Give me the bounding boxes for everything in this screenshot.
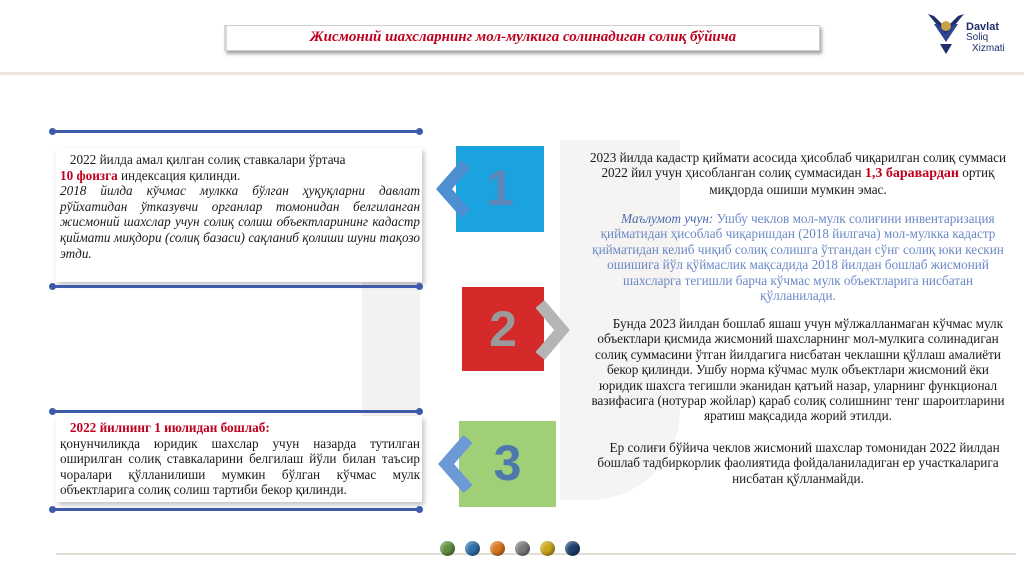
page-title: Жисмоний шахсларнинг мол-мулкига солинадиган солиқ бўйича	[309, 29, 737, 45]
number-3: 3	[493, 435, 522, 491]
footer-dot-navy	[565, 541, 580, 556]
right-p4-text: Ер солиғи бўйича чеклов жисмоний шахслар томонидан 2022 йилдан бошлаб тадбиркорлик фаолиятида фойдаланиладиган ер участкаларига нисбатан қўлланмайди.	[597, 440, 1000, 486]
footer-dot-yellow	[540, 541, 555, 556]
panel1-highlight: 10 фоизга	[60, 167, 118, 183]
panel1-bottom-rule	[52, 285, 420, 288]
logo-text-line1: Davlat	[966, 21, 1000, 33]
right-p3-text: Бунда 2023 йилдан бошлаб яшаш учун мўлжалланмаган кўчмас мулк объектлари қисмида жисмоний шахсларнинг мол-мулкига солинадиган солиқ суммасини ўтган йилдагига нисбатан чеклашни қўллаш амалиёти бекор қилинди. Ушбу норма кўчмас мулк объектлари жисмоний ёки юридик шахсга тегишли эканидан қатъий назар, уларнинг функционал вазифасига (нотурар жойлар) қараб солиқ солишнинг тенг шароитларини яратиш мақсадида жорий этилди.	[591, 316, 1005, 424]
panel1-italic-text: 2018 йилда кўчмас мулкка бўлган ҳуқуқларни давлат рўйхатидан ўтказувчи органлар томонидан белгиланган жисмоний шахслар учун солиқ солиш объектларининг кадастр қиймати миқдори (солиқ базаси) сақланиб қолиши шуни тақозо этди.	[60, 183, 420, 261]
panel3-bottom-rule	[52, 508, 420, 511]
panel1-top-rule	[52, 130, 420, 133]
right-p1-text: 2023 йилда кадастр қиймати асосида ҳисоблаб чиқарилган солиқ суммаси 2022 йил учун ҳисобланган солиқ суммасидан	[589, 150, 1007, 181]
footer-dot-green	[440, 541, 455, 556]
number-box-2	[462, 287, 544, 371]
logo	[924, 6, 1024, 66]
chevron-left-icon	[436, 435, 472, 493]
panel1-text	[60, 152, 420, 261]
right-paragraph-2	[586, 211, 1010, 303]
footer-dot-gray	[515, 541, 530, 556]
right-p1-highlight: 1,3 баравардан	[864, 166, 959, 182]
logo-text-line2: Soliq	[966, 32, 989, 43]
right-p1-tail: ортиқ миқдорда ошиши мумкин эмас.	[709, 165, 995, 197]
number-1: 1	[486, 160, 514, 216]
panel1	[56, 148, 422, 282]
footer-dots	[440, 541, 590, 557]
panel3	[56, 416, 422, 502]
footer-dot-blue	[465, 541, 480, 556]
footer-dot-orange	[490, 541, 505, 556]
chevron-right-icon	[536, 300, 572, 360]
panel1-line2: индексация қилинди.	[117, 167, 241, 183]
number-2: 2	[489, 301, 517, 357]
panel3-body: қонунчиликда юридик шахслар учун назарда тутилган оширилган солиқ ставкаларини белгилаш йўли билан таъсир чоралари қўлланилиши мумкин бўлган кўчмас мулк объектларига солиқ солиш тартиби бекор қилинди.	[60, 435, 420, 498]
panel3-top-rule	[52, 410, 420, 413]
chevron-left-icon	[434, 160, 470, 218]
right-p2-label: Маълумот учун:	[621, 211, 714, 226]
right-paragraph-1	[586, 150, 1010, 197]
right-paragraph-3	[586, 316, 1010, 424]
panel3-heading: 2022 йилнинг 1 июлидан бошлаб:	[69, 420, 270, 435]
header-divider	[0, 72, 1024, 75]
title-box	[224, 25, 820, 51]
right-paragraph-4	[586, 440, 1010, 486]
logo-text-line3: Xizmati	[972, 43, 1005, 54]
eagle-logo-icon	[924, 6, 968, 58]
panel3-text	[60, 420, 420, 498]
right-p2-text: Ушбу чеклов мол-мулк солиғини инвентаризация қийматидан ҳисоблаб чиқаришдан (2018 йилгача) мол-мулкка кадастр қийматидан келиб чиқиб солиқ солишга ўтгандан сўнг солиқ юки кескин ошишига йўл қўймаслик мақсадида 2018 йилдан бошлаб жисмоний шахсларга тегишли барча кўчмас мулк объектларига нисбатан қўлланилади.	[592, 211, 1004, 304]
number-box-3	[459, 421, 556, 507]
panel1-line1: 2022 йилда амал қилган солиқ ставкалари ўртача	[69, 152, 346, 167]
